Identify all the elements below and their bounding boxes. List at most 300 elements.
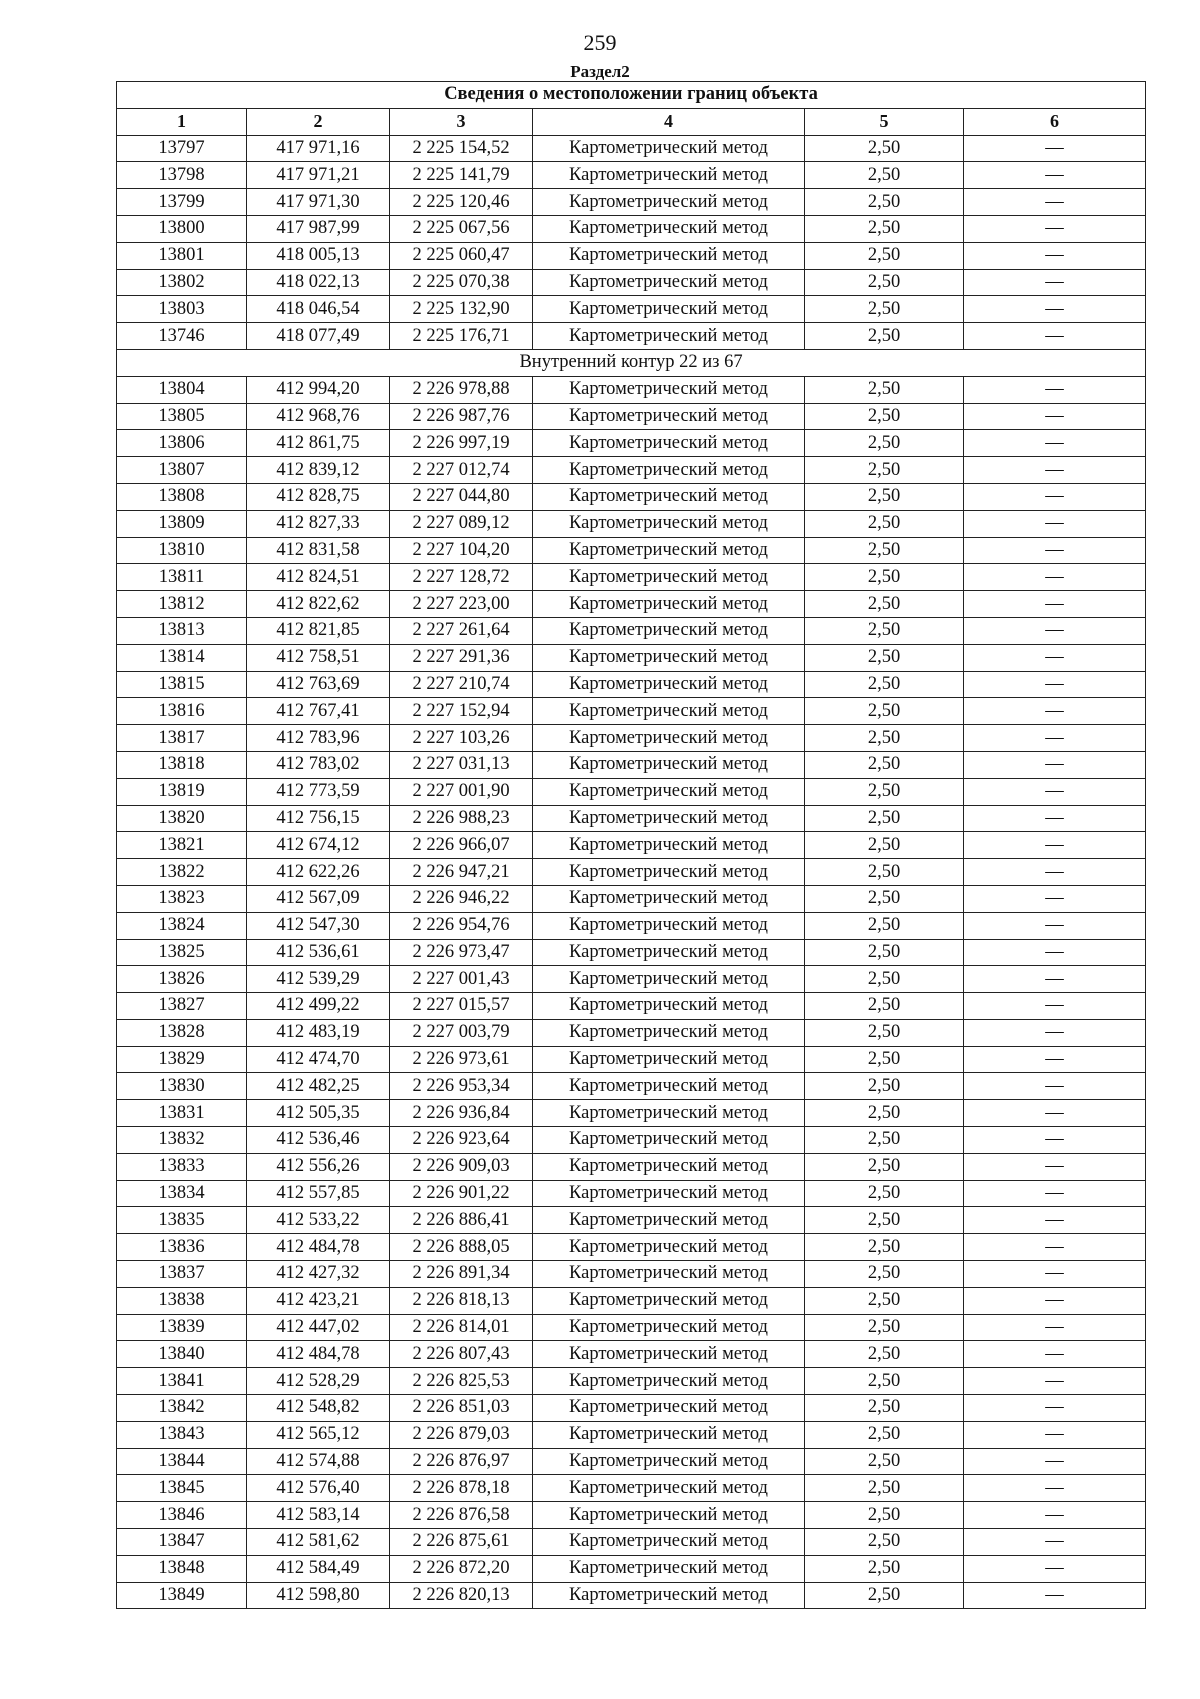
method-cell: Картометрический метод xyxy=(533,269,805,296)
method-cell: Картометрический метод xyxy=(533,564,805,591)
x-coordinate-cell: 412 598,80 xyxy=(247,1582,390,1609)
y-coordinate-cell: 2 225 120,46 xyxy=(390,189,533,216)
x-coordinate-cell: 412 484,78 xyxy=(247,1234,390,1261)
table-row xyxy=(117,323,1146,350)
y-coordinate-cell: 2 226 936,84 xyxy=(390,1100,533,1127)
method-cell: Картометрический метод xyxy=(533,1475,805,1502)
contour-row xyxy=(117,349,1146,376)
x-coordinate-cell: 412 773,59 xyxy=(247,778,390,805)
accuracy-cell: 2,50 xyxy=(805,162,964,189)
point-number-cell: 13816 xyxy=(117,698,247,725)
x-coordinate-cell: 412 861,75 xyxy=(247,430,390,457)
point-number-cell: 13812 xyxy=(117,591,247,618)
y-coordinate-cell: 2 226 901,22 xyxy=(390,1180,533,1207)
contour-label: Внутренний контур 22 из 67 xyxy=(117,349,1146,376)
accuracy-cell: 2,50 xyxy=(805,403,964,430)
point-number-cell: 13841 xyxy=(117,1368,247,1395)
x-coordinate-cell: 412 583,14 xyxy=(247,1502,390,1529)
x-coordinate-cell: 412 533,22 xyxy=(247,1207,390,1234)
x-coordinate-cell: 412 505,35 xyxy=(247,1100,390,1127)
description-cell: — xyxy=(964,1180,1146,1207)
point-number-cell: 13825 xyxy=(117,939,247,966)
method-cell: Картометрический метод xyxy=(533,993,805,1020)
table-row xyxy=(117,751,1146,778)
description-cell: — xyxy=(964,1475,1146,1502)
column-header-row xyxy=(117,108,1146,135)
description-cell: — xyxy=(964,859,1146,886)
y-coordinate-cell: 2 226 825,53 xyxy=(390,1368,533,1395)
description-cell: — xyxy=(964,296,1146,323)
accuracy-cell: 2,50 xyxy=(805,885,964,912)
point-number-cell: 13811 xyxy=(117,564,247,591)
table-row xyxy=(117,778,1146,805)
x-coordinate-cell: 418 005,13 xyxy=(247,242,390,269)
point-number-cell: 13818 xyxy=(117,751,247,778)
description-cell: — xyxy=(964,269,1146,296)
point-number-cell: 13834 xyxy=(117,1180,247,1207)
y-coordinate-cell: 2 227 015,57 xyxy=(390,993,533,1020)
method-cell: Картометрический метод xyxy=(533,859,805,886)
y-coordinate-cell: 2 227 210,74 xyxy=(390,671,533,698)
point-number-cell: 13836 xyxy=(117,1234,247,1261)
table-caption: Сведения о местоположении границ объекта xyxy=(117,82,1146,109)
point-number-cell: 13803 xyxy=(117,296,247,323)
accuracy-cell: 2,50 xyxy=(805,242,964,269)
y-coordinate-cell: 2 227 001,43 xyxy=(390,966,533,993)
table-row xyxy=(117,403,1146,430)
table-row xyxy=(117,1261,1146,1288)
column-header: 3 xyxy=(390,108,533,135)
x-coordinate-cell: 412 824,51 xyxy=(247,564,390,591)
accuracy-cell: 2,50 xyxy=(805,1100,964,1127)
table-row xyxy=(117,1341,1146,1368)
table-row xyxy=(117,1555,1146,1582)
accuracy-cell: 2,50 xyxy=(805,1475,964,1502)
description-cell: — xyxy=(964,1153,1146,1180)
description-cell: — xyxy=(964,617,1146,644)
x-coordinate-cell: 418 077,49 xyxy=(247,323,390,350)
point-number-cell: 13797 xyxy=(117,135,247,162)
point-number-cell: 13832 xyxy=(117,1127,247,1154)
point-number-cell: 13835 xyxy=(117,1207,247,1234)
x-coordinate-cell: 412 447,02 xyxy=(247,1314,390,1341)
table-row xyxy=(117,1448,1146,1475)
point-number-cell: 13746 xyxy=(117,323,247,350)
y-coordinate-cell: 2 227 152,94 xyxy=(390,698,533,725)
accuracy-cell: 2,50 xyxy=(805,671,964,698)
table-row xyxy=(117,1502,1146,1529)
x-coordinate-cell: 412 674,12 xyxy=(247,832,390,859)
table-row xyxy=(117,859,1146,886)
description-cell: — xyxy=(964,1261,1146,1288)
method-cell: Картометрический метод xyxy=(533,1448,805,1475)
description-cell: — xyxy=(964,537,1146,564)
table-row xyxy=(117,966,1146,993)
accuracy-cell: 2,50 xyxy=(805,725,964,752)
method-cell: Картометрический метод xyxy=(533,537,805,564)
accuracy-cell: 2,50 xyxy=(805,1019,964,1046)
table-row xyxy=(117,939,1146,966)
x-coordinate-cell: 412 584,49 xyxy=(247,1555,390,1582)
table-row xyxy=(117,296,1146,323)
accuracy-cell: 2,50 xyxy=(805,1395,964,1422)
x-coordinate-cell: 412 821,85 xyxy=(247,617,390,644)
y-coordinate-cell: 2 227 223,00 xyxy=(390,591,533,618)
method-cell: Картометрический метод xyxy=(533,483,805,510)
y-coordinate-cell: 2 226 879,03 xyxy=(390,1421,533,1448)
point-number-cell: 13847 xyxy=(117,1529,247,1556)
description-cell: — xyxy=(964,591,1146,618)
x-coordinate-cell: 412 827,33 xyxy=(247,510,390,537)
x-coordinate-cell: 412 528,29 xyxy=(247,1368,390,1395)
table-row xyxy=(117,617,1146,644)
point-number-cell: 13819 xyxy=(117,778,247,805)
accuracy-cell: 2,50 xyxy=(805,430,964,457)
point-number-cell: 13848 xyxy=(117,1555,247,1582)
description-cell: — xyxy=(964,912,1146,939)
method-cell: Картометрический метод xyxy=(533,1073,805,1100)
point-number-cell: 13822 xyxy=(117,859,247,886)
method-cell: Картометрический метод xyxy=(533,644,805,671)
x-coordinate-cell: 412 783,02 xyxy=(247,751,390,778)
method-cell: Картометрический метод xyxy=(533,1234,805,1261)
method-cell: Картометрический метод xyxy=(533,1207,805,1234)
y-coordinate-cell: 2 226 814,01 xyxy=(390,1314,533,1341)
y-coordinate-cell: 2 226 878,18 xyxy=(390,1475,533,1502)
column-header: 5 xyxy=(805,108,964,135)
description-cell: — xyxy=(964,805,1146,832)
table-row xyxy=(117,725,1146,752)
y-coordinate-cell: 2 226 875,61 xyxy=(390,1529,533,1556)
point-number-cell: 13842 xyxy=(117,1395,247,1422)
table-row xyxy=(117,376,1146,403)
table-row xyxy=(117,671,1146,698)
table-row xyxy=(117,537,1146,564)
description-cell: — xyxy=(964,376,1146,403)
x-coordinate-cell: 417 971,16 xyxy=(247,135,390,162)
method-cell: Картометрический метод xyxy=(533,1341,805,1368)
x-coordinate-cell: 417 971,21 xyxy=(247,162,390,189)
accuracy-cell: 2,50 xyxy=(805,1207,964,1234)
x-coordinate-cell: 412 548,82 xyxy=(247,1395,390,1422)
point-number-cell: 13810 xyxy=(117,537,247,564)
y-coordinate-cell: 2 226 891,34 xyxy=(390,1261,533,1288)
table-row xyxy=(117,430,1146,457)
table-row xyxy=(117,885,1146,912)
x-coordinate-cell: 412 482,25 xyxy=(247,1073,390,1100)
point-number-cell: 13845 xyxy=(117,1475,247,1502)
y-coordinate-cell: 2 225 176,71 xyxy=(390,323,533,350)
x-coordinate-cell: 418 046,54 xyxy=(247,296,390,323)
method-cell: Картометрический метод xyxy=(533,323,805,350)
table-row xyxy=(117,189,1146,216)
x-coordinate-cell: 412 831,58 xyxy=(247,537,390,564)
y-coordinate-cell: 2 226 953,34 xyxy=(390,1073,533,1100)
accuracy-cell: 2,50 xyxy=(805,189,964,216)
table-row xyxy=(117,1234,1146,1261)
x-coordinate-cell: 412 565,12 xyxy=(247,1421,390,1448)
accuracy-cell: 2,50 xyxy=(805,1073,964,1100)
accuracy-cell: 2,50 xyxy=(805,617,964,644)
method-cell: Картометрический метод xyxy=(533,591,805,618)
point-number-cell: 13824 xyxy=(117,912,247,939)
accuracy-cell: 2,50 xyxy=(805,1368,964,1395)
table-row xyxy=(117,242,1146,269)
point-number-cell: 13798 xyxy=(117,162,247,189)
description-cell: — xyxy=(964,1234,1146,1261)
y-coordinate-cell: 2 226 888,05 xyxy=(390,1234,533,1261)
method-cell: Картометрический метод xyxy=(533,1153,805,1180)
table-row xyxy=(117,1127,1146,1154)
method-cell: Картометрический метод xyxy=(533,1395,805,1422)
y-coordinate-cell: 2 226 997,19 xyxy=(390,430,533,457)
accuracy-cell: 2,50 xyxy=(805,1153,964,1180)
point-number-cell: 13808 xyxy=(117,483,247,510)
description-cell: — xyxy=(964,403,1146,430)
accuracy-cell: 2,50 xyxy=(805,1421,964,1448)
method-cell: Картометрический метод xyxy=(533,1368,805,1395)
x-coordinate-cell: 412 474,70 xyxy=(247,1046,390,1073)
y-coordinate-cell: 2 227 003,79 xyxy=(390,1019,533,1046)
description-cell: — xyxy=(964,457,1146,484)
accuracy-cell: 2,50 xyxy=(805,135,964,162)
method-cell: Картометрический метод xyxy=(533,1180,805,1207)
table-row xyxy=(117,1395,1146,1422)
y-coordinate-cell: 2 226 988,23 xyxy=(390,805,533,832)
point-number-cell: 13802 xyxy=(117,269,247,296)
point-number-cell: 13831 xyxy=(117,1100,247,1127)
method-cell: Картометрический метод xyxy=(533,430,805,457)
point-number-cell: 13833 xyxy=(117,1153,247,1180)
method-cell: Картометрический метод xyxy=(533,1421,805,1448)
point-number-cell: 13807 xyxy=(117,457,247,484)
point-number-cell: 13846 xyxy=(117,1502,247,1529)
y-coordinate-cell: 2 227 128,72 xyxy=(390,564,533,591)
x-coordinate-cell: 412 483,19 xyxy=(247,1019,390,1046)
accuracy-cell: 2,50 xyxy=(805,1502,964,1529)
accuracy-cell: 2,50 xyxy=(805,993,964,1020)
accuracy-cell: 2,50 xyxy=(805,778,964,805)
accuracy-cell: 2,50 xyxy=(805,1261,964,1288)
page-number: 259 xyxy=(583,30,617,55)
description-cell: — xyxy=(964,1529,1146,1556)
description-cell: — xyxy=(964,993,1146,1020)
point-number-cell: 13815 xyxy=(117,671,247,698)
point-number-cell: 13814 xyxy=(117,644,247,671)
method-cell: Картометрический метод xyxy=(533,1529,805,1556)
accuracy-cell: 2,50 xyxy=(805,457,964,484)
point-number-cell: 13830 xyxy=(117,1073,247,1100)
point-number-cell: 13823 xyxy=(117,885,247,912)
x-coordinate-cell: 412 484,78 xyxy=(247,1341,390,1368)
accuracy-cell: 2,50 xyxy=(805,644,964,671)
table-caption-row xyxy=(117,82,1146,109)
table-row xyxy=(117,510,1146,537)
description-cell: — xyxy=(964,832,1146,859)
accuracy-cell: 2,50 xyxy=(805,1046,964,1073)
method-cell: Картометрический метод xyxy=(533,1046,805,1073)
table-row xyxy=(117,591,1146,618)
accuracy-cell: 2,50 xyxy=(805,698,964,725)
table-row xyxy=(117,1046,1146,1073)
method-cell: Картометрический метод xyxy=(533,242,805,269)
description-cell: — xyxy=(964,1127,1146,1154)
description-cell: — xyxy=(964,242,1146,269)
method-cell: Картометрический метод xyxy=(533,135,805,162)
x-coordinate-cell: 412 822,62 xyxy=(247,591,390,618)
table-row xyxy=(117,644,1146,671)
x-coordinate-cell: 412 756,15 xyxy=(247,805,390,832)
accuracy-cell: 2,50 xyxy=(805,1314,964,1341)
accuracy-cell: 2,50 xyxy=(805,1448,964,1475)
x-coordinate-cell: 412 557,85 xyxy=(247,1180,390,1207)
y-coordinate-cell: 2 226 872,20 xyxy=(390,1555,533,1582)
method-cell: Картометрический метод xyxy=(533,403,805,430)
point-number-cell: 13838 xyxy=(117,1287,247,1314)
table-row xyxy=(117,215,1146,242)
x-coordinate-cell: 412 427,32 xyxy=(247,1261,390,1288)
description-cell: — xyxy=(964,1100,1146,1127)
point-number-cell: 13801 xyxy=(117,242,247,269)
y-coordinate-cell: 2 227 044,80 xyxy=(390,483,533,510)
section-title: Раздел2 xyxy=(570,62,630,81)
table-row xyxy=(117,1475,1146,1502)
table-row xyxy=(117,698,1146,725)
column-header: 6 xyxy=(964,108,1146,135)
table-row xyxy=(117,1529,1146,1556)
accuracy-cell: 2,50 xyxy=(805,751,964,778)
method-cell: Картометрический метод xyxy=(533,725,805,752)
y-coordinate-cell: 2 227 031,13 xyxy=(390,751,533,778)
table-row xyxy=(117,1180,1146,1207)
x-coordinate-cell: 412 763,69 xyxy=(247,671,390,698)
description-cell: — xyxy=(964,1502,1146,1529)
description-cell: — xyxy=(964,135,1146,162)
description-cell: — xyxy=(964,698,1146,725)
accuracy-cell: 2,50 xyxy=(805,939,964,966)
table-row xyxy=(117,564,1146,591)
accuracy-cell: 2,50 xyxy=(805,296,964,323)
accuracy-cell: 2,50 xyxy=(805,859,964,886)
y-coordinate-cell: 2 225 060,47 xyxy=(390,242,533,269)
y-coordinate-cell: 2 226 978,88 xyxy=(390,376,533,403)
accuracy-cell: 2,50 xyxy=(805,1529,964,1556)
x-coordinate-cell: 412 576,40 xyxy=(247,1475,390,1502)
method-cell: Картометрический метод xyxy=(533,1502,805,1529)
x-coordinate-cell: 412 828,75 xyxy=(247,483,390,510)
accuracy-cell: 2,50 xyxy=(805,591,964,618)
x-coordinate-cell: 412 536,61 xyxy=(247,939,390,966)
y-coordinate-cell: 2 227 012,74 xyxy=(390,457,533,484)
x-coordinate-cell: 412 567,09 xyxy=(247,885,390,912)
method-cell: Картометрический метод xyxy=(533,1019,805,1046)
method-cell: Картометрический метод xyxy=(533,1261,805,1288)
point-number-cell: 13821 xyxy=(117,832,247,859)
y-coordinate-cell: 2 226 876,97 xyxy=(390,1448,533,1475)
table-row xyxy=(117,269,1146,296)
description-cell: — xyxy=(964,215,1146,242)
accuracy-cell: 2,50 xyxy=(805,1582,964,1609)
x-coordinate-cell: 412 499,22 xyxy=(247,993,390,1020)
column-header: 4 xyxy=(533,108,805,135)
description-cell: — xyxy=(964,1582,1146,1609)
description-cell: — xyxy=(964,189,1146,216)
description-cell: — xyxy=(964,751,1146,778)
y-coordinate-cell: 2 226 886,41 xyxy=(390,1207,533,1234)
table-row xyxy=(117,832,1146,859)
method-cell: Картометрический метод xyxy=(533,1100,805,1127)
method-cell: Картометрический метод xyxy=(533,805,805,832)
accuracy-cell: 2,50 xyxy=(805,805,964,832)
accuracy-cell: 2,50 xyxy=(805,269,964,296)
y-coordinate-cell: 2 226 973,61 xyxy=(390,1046,533,1073)
accuracy-cell: 2,50 xyxy=(805,1287,964,1314)
column-header: 1 xyxy=(117,108,247,135)
accuracy-cell: 2,50 xyxy=(805,1127,964,1154)
y-coordinate-cell: 2 226 973,47 xyxy=(390,939,533,966)
method-cell: Картометрический метод xyxy=(533,698,805,725)
accuracy-cell: 2,50 xyxy=(805,483,964,510)
y-coordinate-cell: 2 227 089,12 xyxy=(390,510,533,537)
x-coordinate-cell: 412 839,12 xyxy=(247,457,390,484)
y-coordinate-cell: 2 226 987,76 xyxy=(390,403,533,430)
table-row xyxy=(117,483,1146,510)
method-cell: Картометрический метод xyxy=(533,457,805,484)
method-cell: Картометрический метод xyxy=(533,1127,805,1154)
description-cell: — xyxy=(964,1421,1146,1448)
point-number-cell: 13806 xyxy=(117,430,247,457)
y-coordinate-cell: 2 225 154,52 xyxy=(390,135,533,162)
accuracy-cell: 2,50 xyxy=(805,510,964,537)
y-coordinate-cell: 2 227 001,90 xyxy=(390,778,533,805)
accuracy-cell: 2,50 xyxy=(805,1234,964,1261)
x-coordinate-cell: 412 767,41 xyxy=(247,698,390,725)
y-coordinate-cell: 2 225 070,38 xyxy=(390,269,533,296)
y-coordinate-cell: 2 225 141,79 xyxy=(390,162,533,189)
accuracy-cell: 2,50 xyxy=(805,1555,964,1582)
table-row xyxy=(117,1073,1146,1100)
x-coordinate-cell: 412 783,96 xyxy=(247,725,390,752)
description-cell: — xyxy=(964,1287,1146,1314)
description-cell: — xyxy=(964,483,1146,510)
y-coordinate-cell: 2 226 946,22 xyxy=(390,885,533,912)
point-number-cell: 13849 xyxy=(117,1582,247,1609)
method-cell: Картометрический метод xyxy=(533,1555,805,1582)
table-row xyxy=(117,1582,1146,1609)
method-cell: Картометрический метод xyxy=(533,162,805,189)
description-cell: — xyxy=(964,1207,1146,1234)
x-coordinate-cell: 412 547,30 xyxy=(247,912,390,939)
x-coordinate-cell: 412 581,62 xyxy=(247,1529,390,1556)
point-number-cell: 13844 xyxy=(117,1448,247,1475)
point-number-cell: 13826 xyxy=(117,966,247,993)
y-coordinate-cell: 2 226 876,58 xyxy=(390,1502,533,1529)
x-coordinate-cell: 412 994,20 xyxy=(247,376,390,403)
y-coordinate-cell: 2 226 851,03 xyxy=(390,1395,533,1422)
method-cell: Картометрический метод xyxy=(533,885,805,912)
y-coordinate-cell: 2 226 966,07 xyxy=(390,832,533,859)
accuracy-cell: 2,50 xyxy=(805,1180,964,1207)
point-number-cell: 13804 xyxy=(117,376,247,403)
description-cell: — xyxy=(964,778,1146,805)
point-number-cell: 13799 xyxy=(117,189,247,216)
point-number-cell: 13820 xyxy=(117,805,247,832)
x-coordinate-cell: 417 971,30 xyxy=(247,189,390,216)
table-row xyxy=(117,993,1146,1020)
description-cell: — xyxy=(964,725,1146,752)
method-cell: Картометрический метод xyxy=(533,1314,805,1341)
y-coordinate-cell: 2 226 909,03 xyxy=(390,1153,533,1180)
